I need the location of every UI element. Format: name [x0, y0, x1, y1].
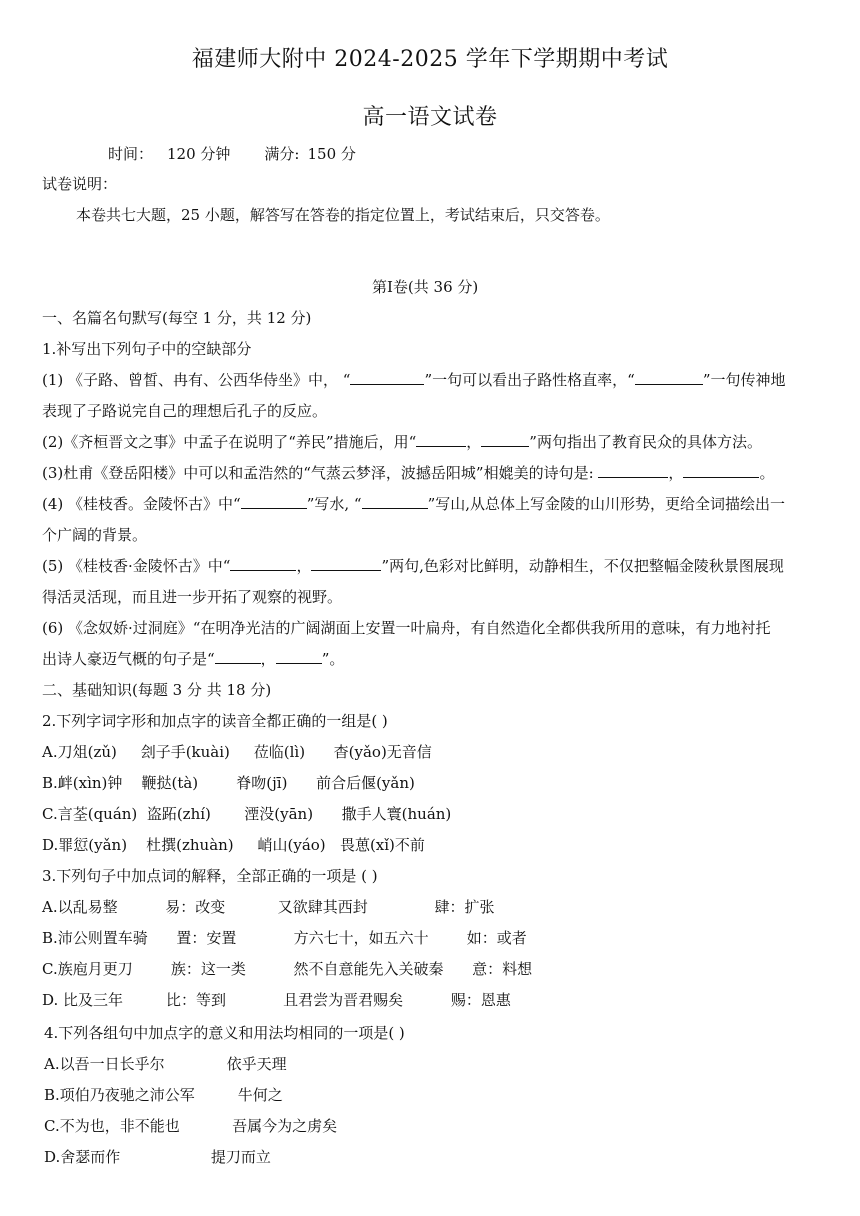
question-3-option-c: C.族庖月更刀 族：这一类 然不自意能先入关破秦 意：料想: [42, 960, 533, 978]
answer-blank[interactable]: [598, 463, 668, 478]
score-value: 150 分: [307, 145, 356, 163]
question-3-stem: 3.下列句子中加点词的解释，全部正确的一项是 ( ): [42, 867, 378, 885]
answer-blank[interactable]: [362, 494, 428, 509]
question-4-option-b: B.项伯乃夜驰之沛公军 牛何之: [44, 1086, 283, 1104]
answer-blank[interactable]: [215, 649, 261, 664]
question-2-option-c: C.言荃(quán) 盗跖(zhí) 湮没(yān) 撒手人寰(huán): [42, 805, 452, 823]
part-one-heading: 第Ⅰ卷(共 36 分): [372, 278, 479, 296]
question-3-option-b: B.沛公则置车骑 置：安置 方六七十，如五六十 如：或者: [42, 929, 527, 947]
question-1-stem: 1.补写出下列句子中的空缺部分: [42, 340, 252, 358]
question-4-option-d: D.舍瑟而作 提刀而立: [44, 1148, 271, 1166]
school-exam-title: 福建师大附中 2024-2025 学年下学期期中考试: [191, 47, 669, 72]
instructions-label: 试卷说明：: [42, 175, 118, 193]
time-value: 120 分钟: [167, 145, 231, 163]
question-1-item-6-cont: 出诗人豪迈气概的句子是“ ， ”。: [42, 650, 345, 668]
question-1-item-3: (3)杜甫《登岳阳楼》中可以和孟浩然的“气蒸云梦泽，波撼岳阳城”相媲美的诗句是: ， 。: [42, 464, 775, 482]
time-label: 时间：: [108, 145, 154, 163]
score-label: 满分:: [264, 145, 300, 163]
question-4-option-a: A.以吾一日长乎尔 依乎天理: [44, 1055, 287, 1073]
question-1-item-6: (6) 《念奴娇·过洞庭》“在明净光洁的广阔湖面上安置一叶扁舟，有自然造化全都供我所用的意味，有力地衬托: [42, 619, 771, 637]
question-1-item-1-cont: 表现了子路说完自己的理想后孔子的反应。: [42, 402, 328, 420]
answer-blank[interactable]: [416, 432, 466, 447]
question-3-option-a: A.以乱易整 易：改变 又欲肆其西封 肆：扩张: [42, 898, 495, 916]
question-1-item-5: (5) 《桂枝香·金陵怀古》中“ ， ”两句,色彩对比鲜明，动静相生，不仅把整幅金陵秋景图展现: [42, 557, 784, 575]
answer-blank[interactable]: [241, 494, 307, 509]
question-4-option-c: C.不为也，非不能也 吾属今为之虏矣: [44, 1117, 338, 1135]
question-2-option-b: B.衅(xìn)钟 鞭挞(tà) 脊吻(jī) 前合后偃(yǎn): [42, 774, 415, 792]
section-one-heading: 一、名篇名句默写(每空 1 分，共 12 分): [42, 309, 312, 327]
answer-blank[interactable]: [276, 649, 322, 664]
section-two-heading: 二、基础知识(每题 3 分 共 18 分): [42, 681, 272, 699]
instructions-text: 本卷共七大题，25 小题，解答写在答卷的指定位置上，考试结束后，只交答卷。: [76, 206, 610, 224]
question-2-option-a: A.刀俎(zǔ) 刽子手(kuài) 莅临(lì) 杳(yǎo)无音信: [42, 743, 432, 761]
question-1-item-5-cont: 得活灵活现，而且进一步开拓了观察的视野。: [42, 588, 343, 606]
answer-blank[interactable]: [683, 463, 759, 478]
subject-title: 高一语文试卷: [362, 105, 498, 130]
question-3-option-d: D. 比及三年 比：等到 且君尝为晋君赐矣 赐：恩惠: [42, 991, 511, 1009]
question-1-item-4-cont: 个广阔的背景。: [42, 526, 148, 544]
answer-blank[interactable]: [481, 432, 529, 447]
exam-meta: [108, 144, 356, 164]
question-1-item-1: (1) 《子路、曾皙、冉有、公西华侍坐》中， “ ”一句可以看出子路性格直率，“ ”一句传神地: [42, 371, 786, 389]
question-2-stem: 2.下列字词字形和加点字的读音全都正确的一组是( ): [42, 712, 388, 730]
question-1-item-2: (2)《齐桓晋文之事》中孟子在说明了“养民”措施后，用“ ， ”两句指出了教育民众的具体方法。: [42, 433, 762, 451]
question-2-option-d: D.罪愆(yǎn) 杜撰(zhuàn) 峭山(yáo) 畏葸(xǐ)不前: [42, 836, 425, 854]
question-4-stem: 4.下列各组句中加点字的意义和用法均相同的一项是( ): [44, 1024, 405, 1042]
answer-blank[interactable]: [230, 556, 296, 571]
answer-blank[interactable]: [311, 556, 381, 571]
question-1-item-4: (4) 《桂枝香。金陵怀古》中“ ”写水, “ ”写山,从总体上写金陵的山川形势，更给全词描绘出一: [42, 495, 786, 513]
answer-blank[interactable]: [350, 370, 424, 385]
answer-blank[interactable]: [635, 370, 703, 385]
